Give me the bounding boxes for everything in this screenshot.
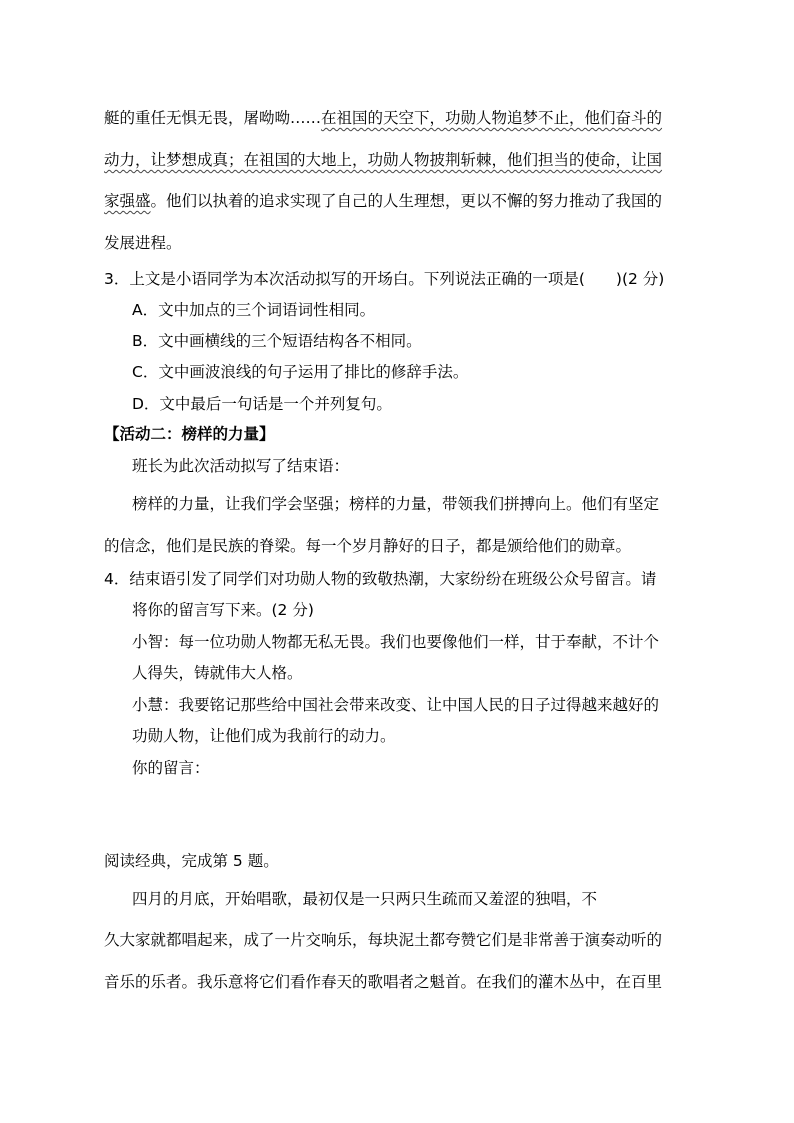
reading-heading: 阅读经典，完成第 5 题。 [104,852,279,870]
passage-line-1 [104,107,662,129]
xiaozhi-comment-line-1: 小智：每一位功勋人物都无私无畏。我们也要像他们一样，甘于奉献，不计个 [132,633,660,651]
question-4-stem-line-1: 4．结束语引发了同学们对功勋人物的致敬热潮，大家纷纷在班级公众号留言。请 [104,570,657,588]
question-3-option-b: B．文中画横线的三个短语结构各不相同。 [132,332,422,350]
xiaohui-comment-line-1: 小慧：我要铭记那些给中国社会带来改变、让中国人民的日子过得越来越好的 [132,696,660,714]
answer-label: 你的留言： [132,759,210,777]
activity-2-intro: 班长为此次活动拟写了结束语： [132,457,350,475]
question-3-option-d: D．文中最后一句话是一个并列复句。 [132,395,392,413]
question-4-stem-line-2: 将你的留言写下来。(2 分) [132,601,314,619]
xiaozhi-comment-line-2: 人得失，铸就伟大人格。 [132,664,303,682]
passage-line-3 [104,190,662,212]
passage-line-2 [104,149,662,171]
closing-speech-line-2: 的信念，他们是民族的脊梁。每一个岁月静好的日子，都是颁给他们的勋章。 [104,537,632,555]
question-3-option-a: A．文中加点的三个词语词性相同。 [132,301,376,319]
xiaohui-comment-line-2: 功勋人物，让他们成为我前行的动力。 [132,727,396,745]
passage-text: 艇的重任无惧无畏，屠呦呦…… [104,109,322,127]
reading-text: 四月的月底， [132,890,226,908]
question-3-stem: 3．上文是小语同学为本次活动拟写的开场白。下列说法正确的一项是( )(2 分) [104,270,665,288]
wavy-underlined-text: 家强盛 [104,192,151,210]
activity-2-title: 【活动二：榜样的力量】 [104,425,275,443]
reading-paragraph-line-1 [132,888,597,912]
reading-text: 开始唱歌，最初仅是一只两只生疏而又羞涩的独唱，不 [225,890,598,908]
wavy-underlined-text: 动力，让梦想成真；在祖国的大地上，功勋人物披荆斩棘，他们担当的使命，让国 [104,151,663,169]
closing-speech-line-1: 榜样的力量，让我们学会坚强；榜样的力量，带领我们拼搏向上。他们有坚定 [132,495,660,513]
reading-paragraph-line-2: 久大家就都唱起来，成了一片交响乐，每块泥土都夸赞它们是非常善于演奏动听的 [104,931,663,949]
question-3-option-c: C．文中画波浪线的句子运用了排比的修辞手法。 [132,363,469,381]
reading-paragraph-line-3: 音乐的乐者。我乐意将它们看作春天的歌唱者之魁首。在我们的灌木丛中，在百里 [104,973,663,991]
passage-text: 。他们以执着的追求实现了自己的人生理想，更以不懈的努力推动了我国的 [150,192,663,210]
passage-line-4: 发展进程。 [104,234,182,252]
wavy-underlined-text: 在祖国的天空下，功勋人物追梦不止，他们奋斗的 [321,109,663,127]
